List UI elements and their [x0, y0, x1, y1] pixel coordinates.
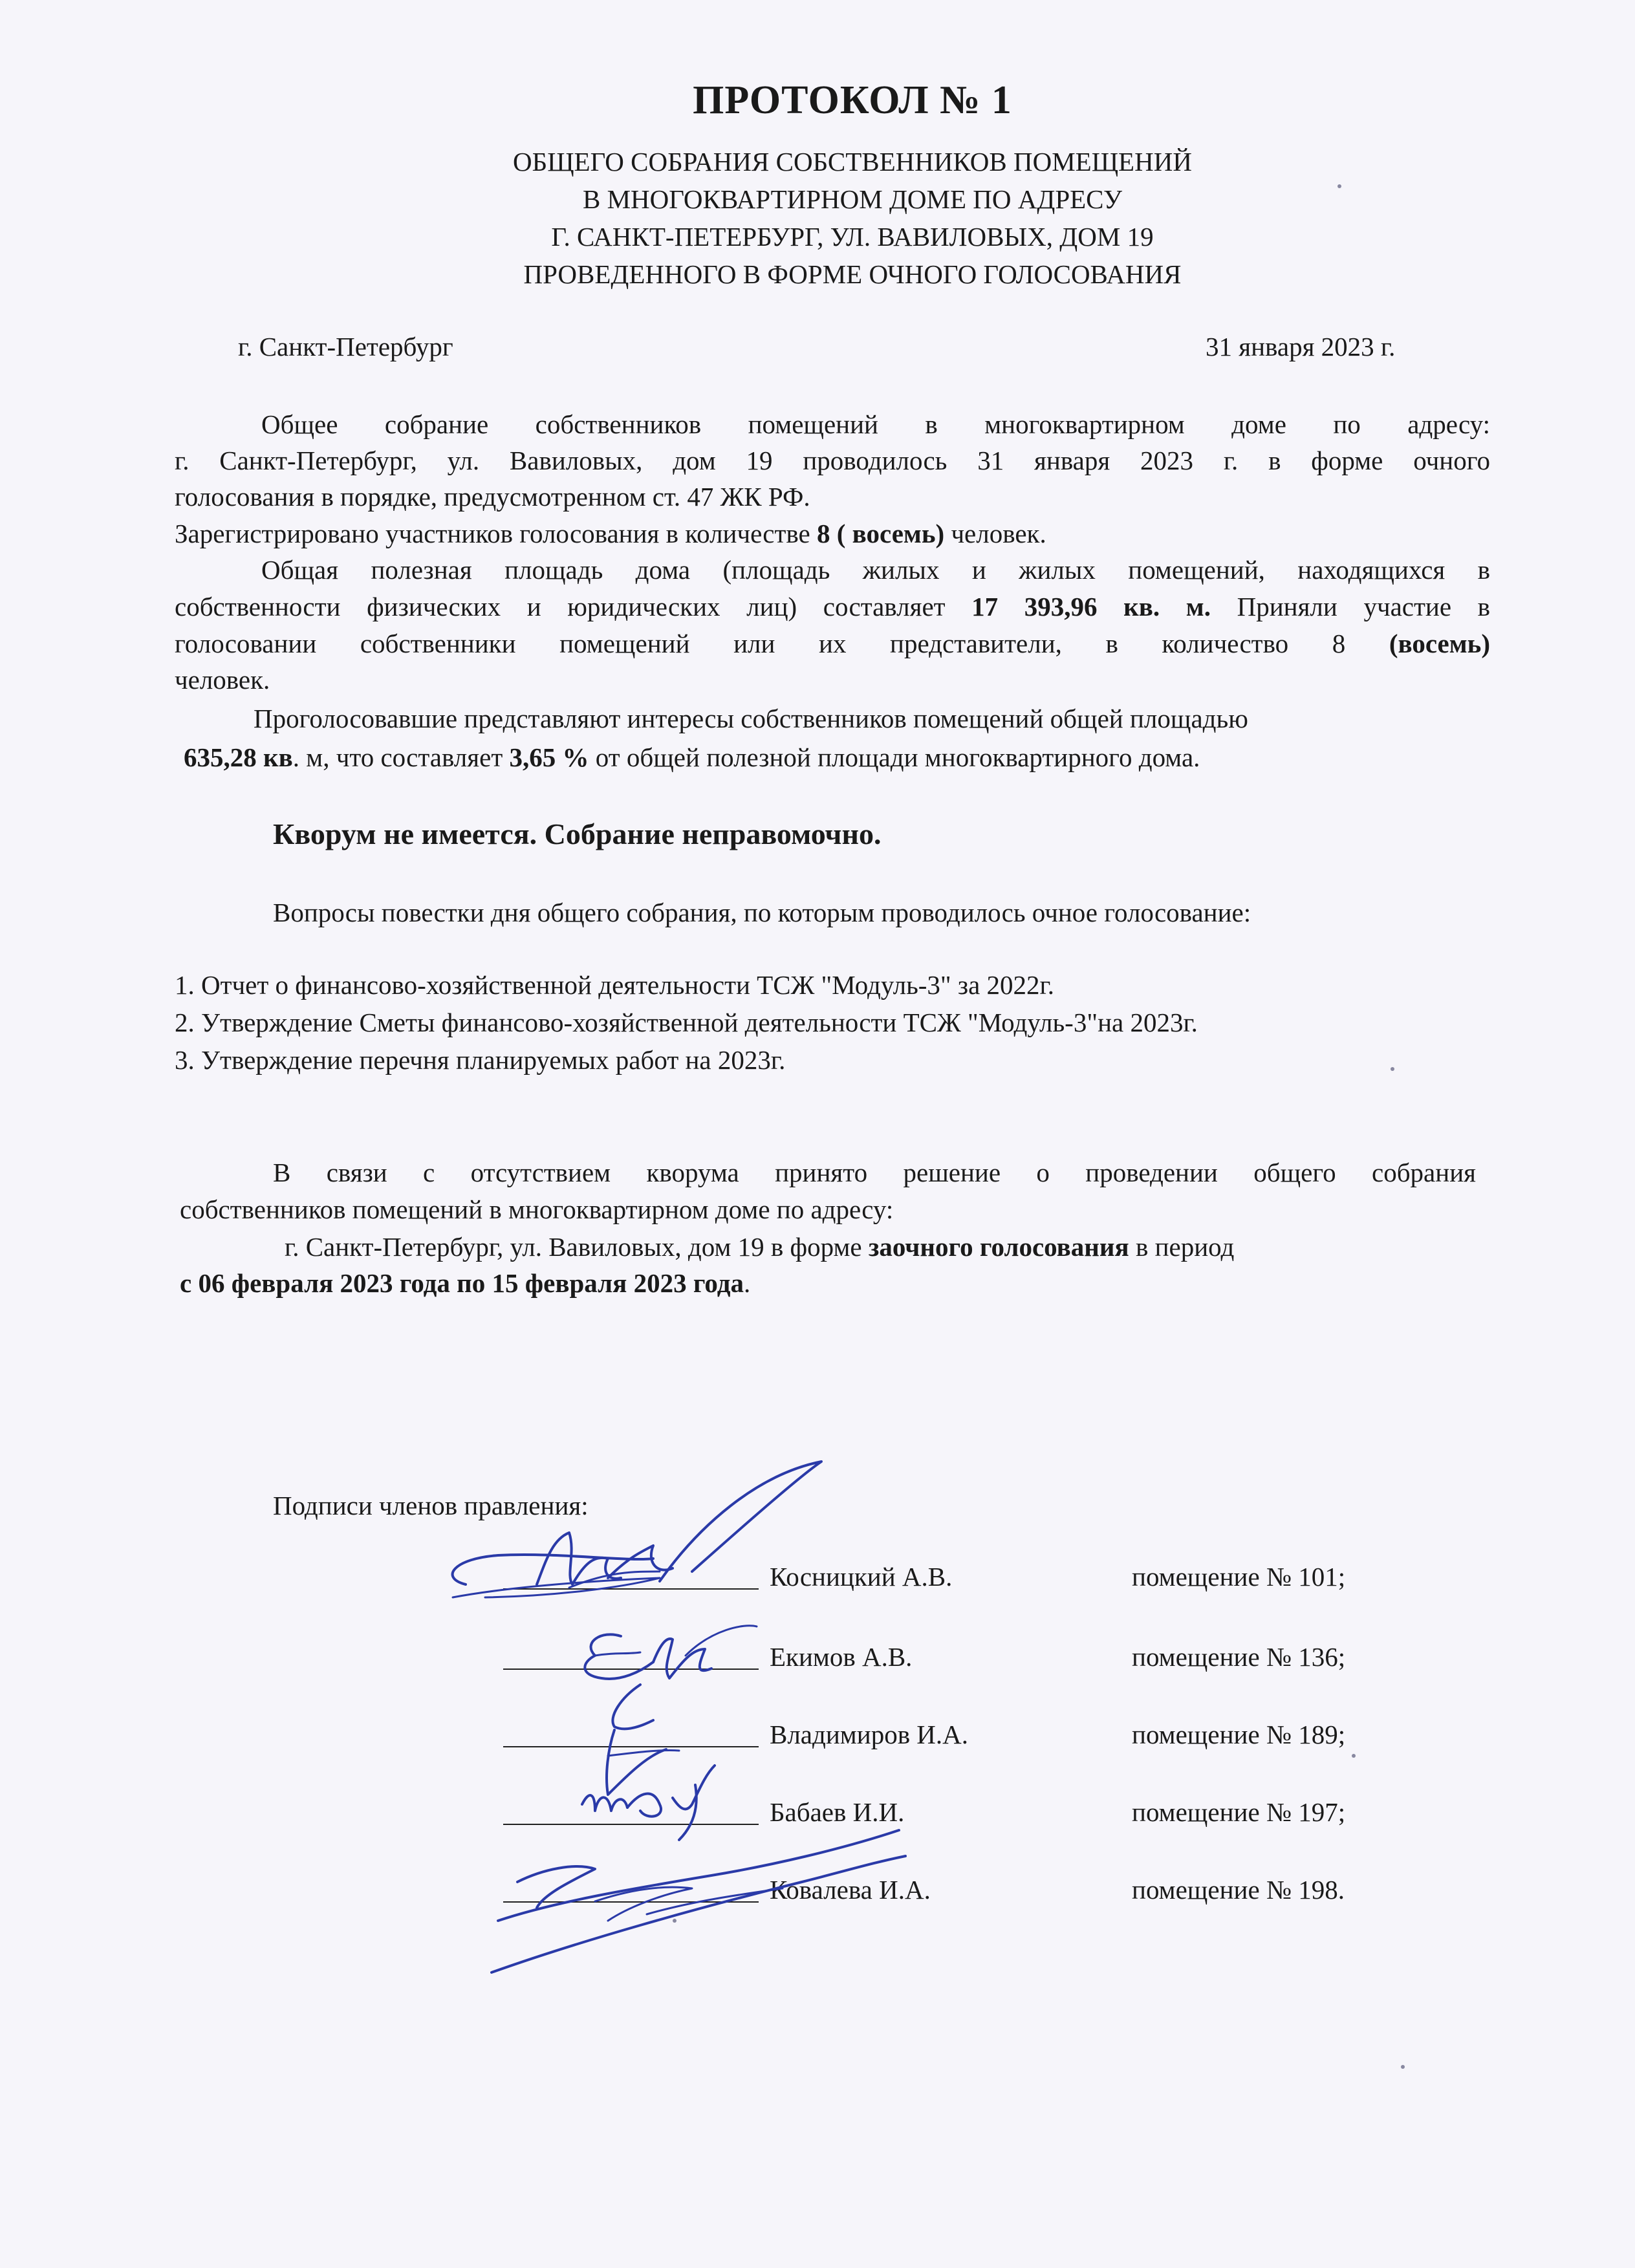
- quorum-statement: Кворум не имеется. Собрание неправомочно.: [273, 817, 882, 850]
- scan-speck: [1401, 2065, 1405, 2069]
- total-area-value: 17 393,96 кв. м.: [971, 592, 1211, 621]
- member-name: Екимов А.В.: [770, 1642, 913, 1672]
- member-name: Ковалева И.А.: [770, 1875, 931, 1905]
- document-title: ПРОТОКОЛ № 1: [693, 78, 1012, 122]
- intro-line-3: голосования в порядке, предусмотренном ст. 47 ЖК РФ.: [175, 482, 810, 512]
- area-line-3: голосовании собственники помещений или их представители, в количество 8 (восемь): [175, 629, 1490, 658]
- member-room: помещение № 197;: [1132, 1797, 1346, 1827]
- member-name: Владимиров И.А.: [770, 1720, 969, 1749]
- scan-speck: [1352, 1754, 1356, 1758]
- voted-area-value: 635,28 кв: [184, 742, 293, 772]
- area-line-4: человек.: [175, 665, 270, 695]
- header-line-2: В МНОГОКВАРТИРНОМ ДОМЕ ПО АДРЕСУ: [582, 184, 1122, 214]
- agenda-item: 1. Отчет о финансово-хозяйственной деятельности ТСЖ "Модуль-3" за 2022г.: [175, 970, 1054, 1000]
- intro-line-2: г. Санкт-Петербург, ул. Вавиловых, дом 19 проводилось 31 января 2023 г. в форме очного: [175, 446, 1490, 475]
- voted-line-1: Проголосовавшие представляют интересы собственников помещений общей площадью: [254, 704, 1248, 733]
- agenda-item: 3. Утверждение перечня планируемых работ на 2023г.: [175, 1045, 786, 1075]
- scan-speck: [1337, 184, 1341, 188]
- document-place: г. Санкт-Петербург: [238, 332, 453, 362]
- intro-line-1: Общее собрание собственников помещений в многоквартирном доме по адресу:: [261, 409, 1490, 439]
- decision-line-2: собственников помещений в многоквартирном доме по адресу:: [180, 1194, 894, 1224]
- member-room: помещение № 136;: [1132, 1642, 1346, 1672]
- signatures-heading: Подписи членов правления:: [273, 1491, 589, 1520]
- member-room: помещение № 101;: [1132, 1562, 1346, 1592]
- member-name: Бабаев И.И.: [770, 1797, 905, 1827]
- scan-speck: [1391, 1067, 1394, 1071]
- voting-form: заочного голосования: [868, 1232, 1129, 1262]
- decision-line-1: В связи с отсутствием кворума принято решение о проведении общего собрания: [273, 1158, 1476, 1187]
- voted-line-2: 635,28 кв. м, что составляет 3,65 % от общей полезной площади многоквартирного дома.: [184, 742, 1200, 772]
- area-line-2: собственности физических и юридических лиц) составляет 17 393,96 кв. м. Приняли участие в: [175, 592, 1490, 621]
- member-name: Косницкий А.В.: [770, 1562, 953, 1592]
- header-line-4: ПРОВЕДЕННОГО В ФОРМЕ ОЧНОГО ГОЛОСОВАНИЯ: [523, 259, 1182, 289]
- registration-line: Зарегистрировано участников голосования в количестве 8 ( восемь) человек.: [175, 519, 1046, 548]
- decision-line-4: с 06 февраля 2023 года по 15 февраля 2023 года.: [180, 1268, 751, 1298]
- participants-count: 8 ( восемь): [817, 519, 945, 548]
- document-date: 31 января 2023 г.: [1206, 332, 1396, 362]
- signature-kosnitsky-icon: [414, 1449, 841, 1636]
- decision-line-3: г. Санкт-Петербург, ул. Вавиловых, дом 19 в форме заочного голосования в период: [285, 1232, 1235, 1262]
- voted-percent: 3,65 %: [509, 742, 589, 772]
- header-line-3: Г. САНКТ-ПЕТЕРБУРГ, УЛ. ВАВИЛОВЫХ, ДОМ 19: [551, 222, 1154, 252]
- voting-period: с 06 февраля 2023 года по 15 февраля 2023 года: [180, 1268, 744, 1298]
- member-room: помещение № 189;: [1132, 1720, 1346, 1749]
- signature-kovaleva-icon: [479, 1824, 918, 1979]
- scan-speck: [673, 1919, 677, 1923]
- header-line-1: ОБЩЕГО СОБРАНИЯ СОБСТВЕННИКОВ ПОМЕЩЕНИЙ: [513, 147, 1192, 177]
- area-line-1: Общая полезная площадь дома (площадь жилых и жилых помещений, находящихся в: [261, 555, 1490, 585]
- member-room: помещение № 198.: [1132, 1875, 1345, 1905]
- agenda-intro: Вопросы повестки дня общего собрания, по которым проводилось очное голосование:: [273, 898, 1251, 927]
- agenda-item: 2. Утверждение Сметы финансово-хозяйственной деятельности ТСЖ "Модуль-3"на 2023г.: [175, 1008, 1198, 1037]
